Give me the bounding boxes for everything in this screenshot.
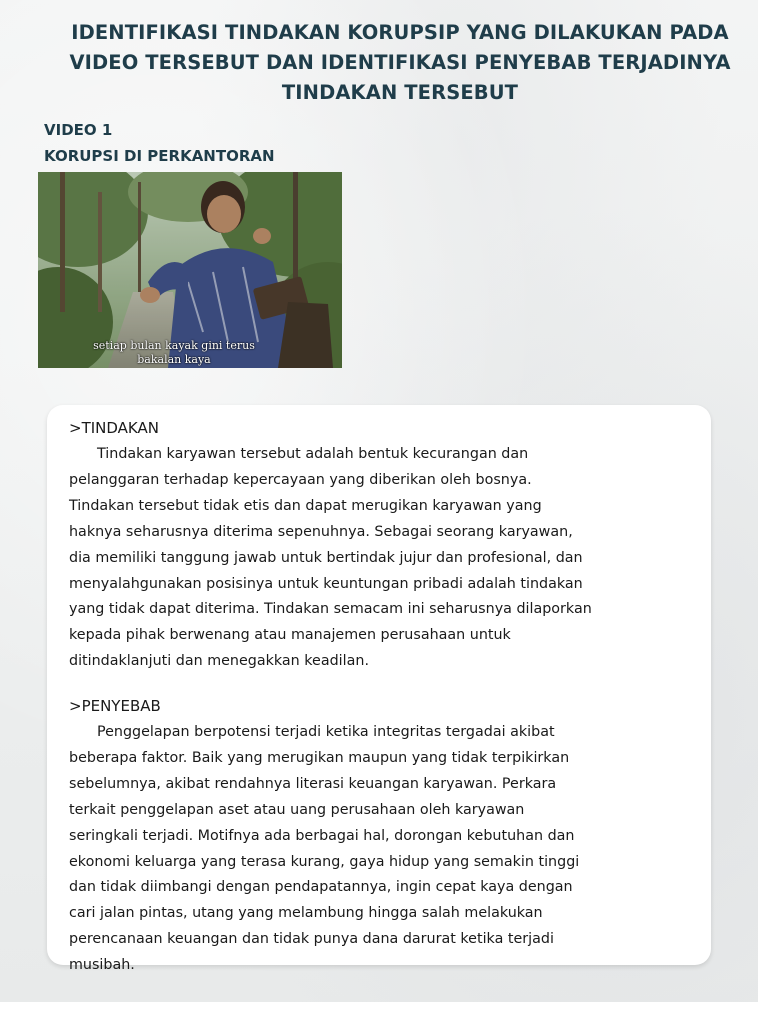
video-caption-line-2: bakalan kaya <box>137 353 211 366</box>
penyebab-line: sebelumnya, akibat rendahnya literasi keuangan karyawan. Perkara <box>69 775 557 792</box>
video-number-label: VIDEO 1 <box>44 121 113 139</box>
penyebab-line: beberapa faktor. Baik yang merugikan maupun yang tidak terpikirkan <box>69 749 570 766</box>
tindakan-paragraph <box>69 442 709 675</box>
penyebab-line: seringkali terjadi. Motifnya ada berbagai hal, dorongan kebutuhan dan <box>69 827 575 844</box>
tindakan-line: kepada pihak berwenang atau manajemen perusahaan untuk <box>69 627 511 644</box>
penyebab-line: dan tidak diimbangi dengan pendapatannya, ingin cepat kaya dengan <box>69 879 573 896</box>
video-caption-line-1: setiap bulan kayak gini terus <box>93 339 255 352</box>
tindakan-line: Tindakan tersebut tidak etis dan dapat merugikan karyawan yang <box>69 497 542 514</box>
tindakan-line: yang tidak dapat diterima. Tindakan semacam ini seharusnya dilaporkan <box>69 601 592 618</box>
video-subtitle: KORUPSI DI PERKANTORAN <box>44 147 275 165</box>
content-card <box>47 405 711 974</box>
tindakan-line: menyalahgunakan posisinya untuk keuntungan pribadi adalah tindakan <box>69 575 583 592</box>
tindakan-line: dia memiliki tanggung jawab untuk bertindak jujur dan profesional, dan <box>69 549 583 566</box>
page-title <box>30 18 768 108</box>
video-thumbnail[interactable] <box>38 172 342 368</box>
tindakan-line: pelanggaran terhadap kepercayaan yang diberikan oleh bosnya. <box>69 471 532 488</box>
title-line-1: IDENTIFIKASI TINDAKAN KORUPSIP YANG DILAKUKAN PADA <box>71 21 729 44</box>
page-edge-right <box>758 0 768 1024</box>
penyebab-line: perencanaan keuangan dan tidak punya dana darurat ketika terjadi <box>69 931 554 948</box>
page-edge-bottom <box>0 1002 768 1024</box>
tindakan-line: Tindakan karyawan tersebut adalah bentuk kecurangan dan <box>97 446 529 462</box>
penyebab-line: musibah. <box>69 957 135 974</box>
title-line-2: VIDEO TERSEBUT DAN IDENTIFIKASI PENYEBAB TERJADINYA <box>69 51 731 74</box>
penyebab-paragraph <box>69 720 709 979</box>
tindakan-line: ditindaklanjuti dan menegakkan keadilan. <box>69 653 369 670</box>
penyebab-line: ekonomi keluarga yang terasa kurang, gaya hidup yang semakin tinggi <box>69 853 580 870</box>
tindakan-label: >TINDAKAN <box>69 419 159 437</box>
tindakan-line: haknya seharusnya diterima sepenuhnya. Sebagai seorang karyawan, <box>69 523 573 540</box>
penyebab-label: >PENYEBAB <box>69 697 161 715</box>
penyebab-line: terkait penggelapan aset atau uang perusahaan oleh karyawan <box>69 801 525 818</box>
penyebab-line: Penggelapan berpotensi terjadi ketika integritas tergadai akibat <box>97 724 555 740</box>
title-line-3: TINDAKAN TERSEBUT <box>281 81 519 104</box>
penyebab-line: cari jalan pintas, utang yang melambung hingga salah melakukan <box>69 905 543 922</box>
